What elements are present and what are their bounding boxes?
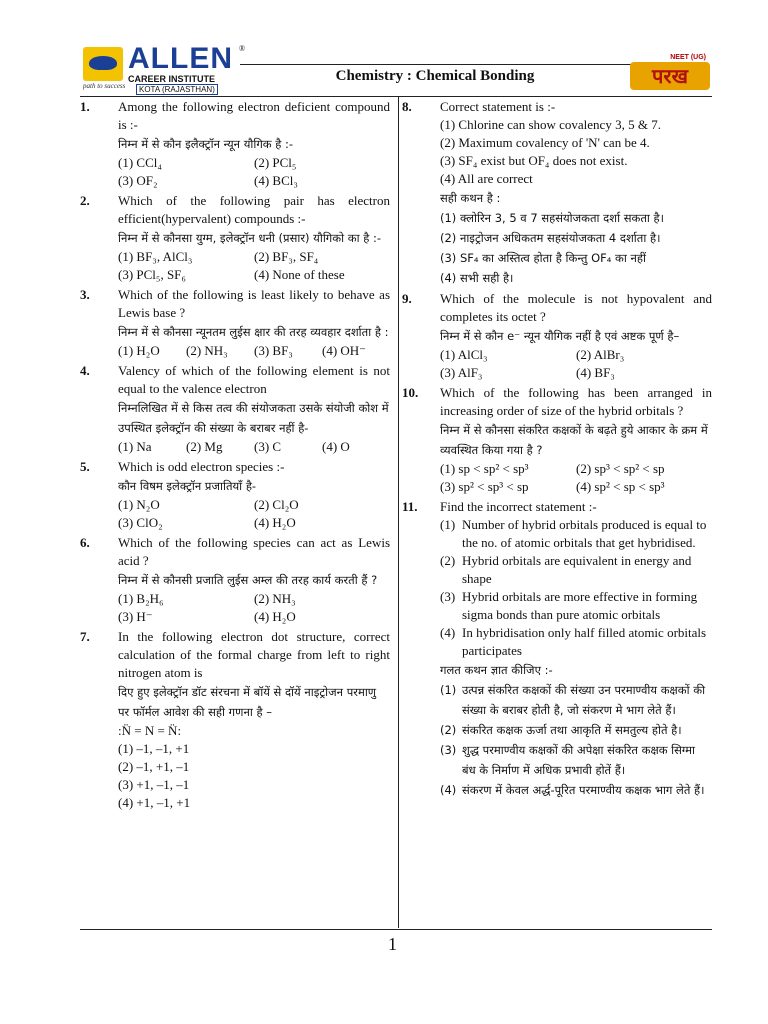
logo-city: KOTA (RAJASTHAN): [136, 84, 218, 95]
option: (1) sp < sp² < sp³: [440, 461, 529, 476]
option-list: [440, 460, 712, 496]
option: (4) O: [322, 439, 350, 454]
header-rule-bottom: [80, 96, 712, 97]
question: [80, 286, 390, 360]
option: (4) sp² < sp < sp³: [576, 479, 665, 494]
statement-number: (4): [440, 783, 457, 797]
parakh-badge: [630, 54, 712, 92]
statement: [440, 588, 712, 624]
option: (3) BF₃: [254, 343, 293, 358]
option: (4) BCl₃: [254, 173, 298, 188]
question-number: 11.: [402, 499, 418, 514]
question: [80, 192, 390, 284]
question: [80, 362, 390, 456]
question-text-hi: कौन विषम इलेक्ट्रॉन प्रजातियाँ है-: [118, 479, 257, 493]
column-divider: [398, 96, 399, 928]
statement-text: संकरण में केवल अर्द्ध-पूरित परमाण्वीय कक्षक भाग लेते हैं।: [462, 783, 705, 797]
option-list: [118, 248, 390, 284]
badge-neet: NEET (UG): [670, 54, 706, 61]
question-text-en: In the following electron dot structure, correct calculation of the formal charge from left to right nitrogen atom is: [118, 629, 390, 680]
statement: (3) SF₄ exist but OF₄ does not exist.: [440, 153, 628, 168]
statement-number: (3): [440, 589, 456, 604]
logo-registered-mark: ®: [239, 44, 246, 53]
question-text-en: Which of the molecule is not hypovalent and completes its octet ?: [440, 291, 712, 324]
question: [80, 628, 390, 812]
question-number: 3.: [80, 287, 90, 302]
statement: (3) SF₄ का अस्तित्व होता है किन्तु OF₄ का नहीं: [440, 251, 646, 265]
option: (2) –1, +1, –1: [118, 759, 190, 774]
question-text-hi: दिए हुए इलेक्ट्रॉन डॉट संरचना में बॉयें से दॉयें नाइट्रोजन परमाणु पर फॉर्मल आवेश की सही गणना है –: [118, 685, 377, 719]
question: [80, 98, 390, 190]
option: (4) +1, –1, +1: [118, 795, 191, 810]
question: [402, 98, 712, 288]
statement-text: शुद्ध परमाण्वीय कक्षकों की अपेक्षा संकरित कक्षक सिग्मा बंध के निर्माण में अधिक प्रभावी होतें हैं।: [462, 743, 696, 777]
statement-text: संकरित कक्षक ऊर्जा तथा आकृति में समतुल्य होते है।: [462, 723, 682, 737]
question-text-en: Correct statement is :-: [440, 99, 556, 114]
question-text-en: Which is odd electron species :-: [118, 459, 285, 474]
option: (1) Na: [118, 439, 152, 454]
question-text-hi: निम्न में से कौन इलैक्ट्रॉन न्यून यौगिक है :-: [118, 137, 294, 151]
statement: (2) नाइट्रोजन अधिकतम सहसंयोजकता 4 दर्शाता है।: [440, 231, 661, 245]
logo-brand: ALLEN: [128, 42, 233, 75]
option: (4) H₂O: [254, 515, 296, 530]
question-number: 9.: [402, 291, 412, 306]
option: (1) BF₃, AlCl₃: [118, 249, 193, 264]
question: [80, 458, 390, 532]
option: (2) AlBr₃: [576, 347, 625, 362]
option: (2) Mg: [186, 439, 223, 454]
option: (4) BF₃: [576, 365, 615, 380]
left-column: [80, 98, 390, 814]
page-number: 1: [388, 934, 397, 954]
statement-number: (2): [440, 553, 456, 568]
option-list: [440, 346, 712, 382]
statement: (4) All are correct: [440, 171, 533, 186]
statement-text: Hybrid orbitals are equivalent in energy and shape: [462, 553, 692, 586]
statement: (2) Maximum covalency of 'N' can be 4.: [440, 135, 650, 150]
question: [402, 384, 712, 496]
question-number: 7.: [80, 629, 90, 644]
question-number: 5.: [80, 459, 90, 474]
question-text-hi: निम्न में से कौनसा संकरित कक्षकों के बढ़ते हुये आकार के क्रम में व्यवस्थित किया गया है ?: [440, 423, 708, 457]
question-text-en: Which of the following is least likely to behave as Lewis base ?: [118, 287, 390, 320]
question-text-hi: निम्न में से कौनसा युग्म, इलेक्ट्रॉन धनी (प्रसार) यौगिको का है :-: [118, 231, 381, 245]
statement-text: Number of hybrid orbitals produced is equal to the no. of atomic orbitals that get hybridised.: [462, 517, 707, 550]
logo-subtitle: CAREER INSTITUTE: [128, 74, 216, 84]
page-title: Chemistry : Chemical Bonding: [335, 68, 535, 84]
statement-list-hi: [440, 208, 712, 288]
footer-rule: [80, 929, 712, 930]
statement-text: उत्पन्न संकरित कक्षकों की संख्या उन परमाण्वीय कक्षकों की संख्या के बराबर होती है, जो संकरण मे भाग लेते हैं।: [462, 683, 706, 717]
statement-number: (3): [440, 743, 457, 757]
option: (2) NH₃: [186, 343, 228, 358]
statement: [440, 720, 712, 740]
question-number: 6.: [80, 535, 90, 550]
statement: [440, 516, 712, 552]
option: (1) H₂O: [118, 343, 160, 358]
option: (1) AlCl₃: [440, 347, 488, 362]
option: (1) B₂H₆: [118, 591, 164, 606]
option-list: [118, 740, 390, 812]
option: (3) ClO₂: [118, 515, 163, 530]
question-text-en: Which of the following has been arranged in increasing order of size of the hybrid orbitals ?: [440, 385, 712, 418]
logo-tagline: path to success: [83, 82, 126, 90]
option: (4) OH⁻: [322, 343, 367, 358]
question-text-en: Find the incorrect statement :-: [440, 499, 597, 514]
question: [402, 498, 712, 800]
statement-number: (1): [440, 517, 456, 532]
allen-emblem-icon: [83, 47, 123, 81]
statement-number: (4): [440, 625, 456, 640]
question-text-en: Among the following electron deficient compound is :-: [118, 99, 390, 132]
question-text-hi: सही कथन है :: [440, 191, 501, 205]
option: (2) NH₃: [254, 591, 296, 606]
dot-structure: :N̈ = N = N̈:: [118, 723, 182, 738]
question-number: 8.: [402, 99, 412, 114]
question-text-hi: निम्न में से कौनसी प्रजाति लुईस अम्ल की तरह कार्य करती हैं ?: [118, 573, 378, 587]
question-number: 1.: [80, 99, 90, 114]
question: [80, 534, 390, 626]
question-number: 10.: [402, 385, 419, 400]
question-number: 2.: [80, 193, 90, 208]
option-list: [118, 590, 390, 626]
question-text-hi: गलत कथन ज्ञात कीजिए :-: [440, 663, 553, 677]
option: (4) H₂O: [254, 609, 296, 624]
option-list: [118, 438, 390, 456]
question-number: 4.: [80, 363, 90, 378]
question-text-hi: निम्न में से कौन e⁻ न्यून यौगिक नहीं है एवं अष्टक पूर्ण है–: [440, 329, 680, 343]
statement-number: (2): [440, 723, 457, 737]
option: (3) sp² < sp³ < sp: [440, 479, 529, 494]
option: (1) CCl₄: [118, 155, 162, 170]
statement-number: (1): [440, 683, 457, 697]
statement: [440, 780, 712, 800]
right-column: [402, 98, 712, 802]
statement: (1) Chlorine can show covalency 3, 5 & 7.: [440, 117, 661, 132]
allen-logo: [80, 42, 246, 96]
statement-list-en: [440, 516, 712, 660]
option-list: [118, 154, 390, 190]
statement-text: In hybridisation only half filled atomic orbitals participates: [462, 625, 707, 658]
statement-text: Hybrid orbitals are more effective in forming sigma bonds than pure atomic orbitals: [462, 589, 698, 622]
option: (1) –1, –1, +1: [118, 741, 190, 756]
question: [402, 290, 712, 382]
option: (4) None of these: [254, 267, 345, 282]
question-text-en: Which of the following pair has electron efficient(hypervalent) compounds :-: [118, 193, 390, 226]
option: (3) H⁻: [118, 609, 153, 624]
statement-list-en: [440, 116, 712, 188]
statement: (4) सभी सही है।: [440, 271, 514, 285]
option: (1) N₂O: [118, 497, 160, 512]
page-header: [80, 44, 712, 96]
option: (3) PCl₅, SF₆: [118, 267, 186, 282]
option: (3) C: [254, 439, 282, 454]
statement: (1) क्लोरिन 3, 5 व 7 सहसंयोजकता दर्शा सकता है।: [440, 211, 665, 225]
question-text-en: Which of the following species can act as Lewis acid ?: [118, 535, 390, 568]
question-text-en: Valency of which of the following element is not equal to the valence electron: [118, 363, 390, 396]
option: (3) OF₂: [118, 173, 158, 188]
option: (2) BF₃, SF₄: [254, 249, 319, 264]
question-text-hi: निम्नलिखित में से किस तत्व की संयोजकता उसके संयोजी कोश में उपस्थित इलेक्ट्रॉन की संख्या के बराबर नहीं है-: [118, 401, 389, 435]
option-list: [118, 342, 390, 360]
option: (3) AlF₃: [440, 365, 483, 380]
question-text-hi: निम्न में से कौनसा न्यूनतम लुईस क्षार की तरह व्यवहार दर्शाता है :: [118, 325, 389, 339]
statement: [440, 552, 712, 588]
badge-label: परख: [630, 62, 710, 90]
statement-list-hi: [440, 680, 712, 800]
option: (3) +1, –1, –1: [118, 777, 190, 792]
option: (2) Cl₂O: [254, 497, 299, 512]
option: (2) PCl₅: [254, 155, 297, 170]
header-rule-top: [240, 64, 640, 65]
option-list: [118, 496, 390, 532]
statement: [440, 740, 712, 780]
statement: [440, 624, 712, 660]
option: (2) sp³ < sp² < sp: [576, 461, 665, 476]
statement: [440, 680, 712, 720]
